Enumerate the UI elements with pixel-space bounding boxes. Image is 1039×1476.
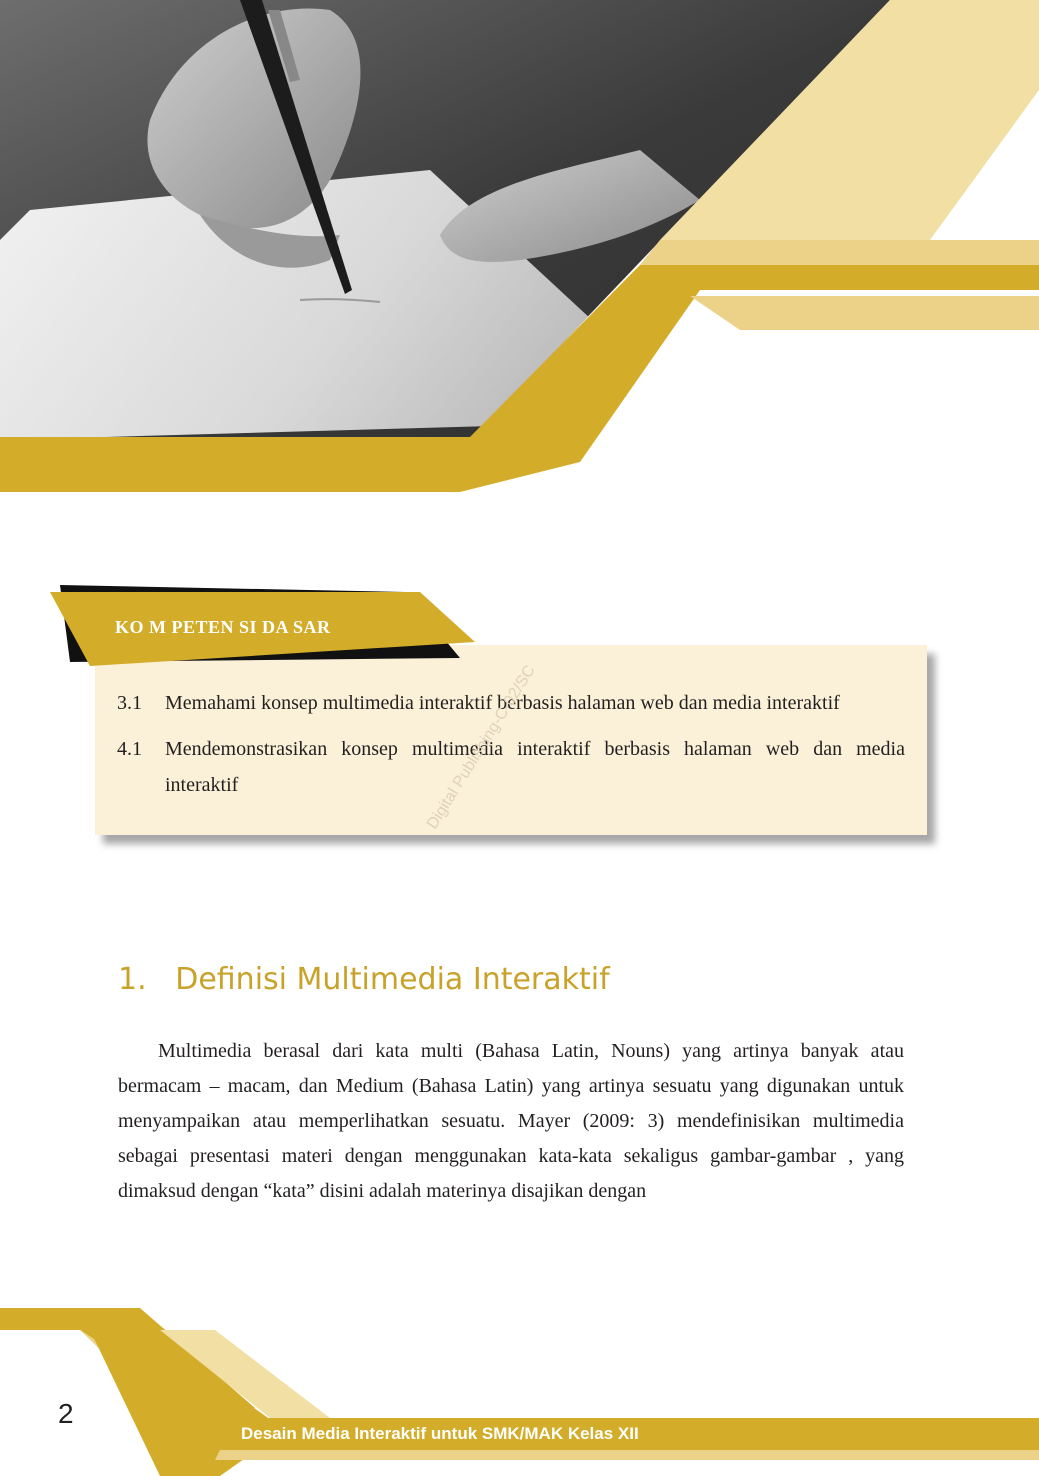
footer-decoration: [0, 1300, 1039, 1476]
kompetensi-heading: KO M PETEN SI DA SAR: [115, 617, 331, 637]
kompetensi-item-number: 4.1: [117, 738, 142, 760]
kompetensi-item-text: Mendemonstrasikan konsep multimedia interaktif berbasis halaman web dan media interaktif: [165, 738, 905, 796]
section-heading: 1. Definisi Multimedia Interaktif: [118, 962, 610, 997]
kompetensi-item-number: 3.1: [117, 692, 142, 714]
header-photo: [0, 0, 1039, 500]
body-paragraph: Multimedia berasal dari kata multi (Bahasa Latin, Nouns) yang artinya banyak atau bermacam – macam, dan Medium (Bahasa Latin) yang artinya sesuatu yang digunakan untuk menyampaikan atau memperlihatkan sesuatu. Mayer (2009: 3) mendefinisikan multimedia sebagai presentasi materi dengan menggunakan kata-kata sekaligus gambar-gambar , yang dimaksud dengan “kata” disini adalah materinya disajikan dengan: [118, 1040, 904, 1202]
kompetensi-item-text: Memahami konsep multimedia interaktif berbasis halaman web dan media interaktif: [165, 692, 840, 714]
watermark: [395, 640, 695, 840]
watermark-text: Digital Publishing-C-02/SC: [423, 662, 539, 833]
page-number: 2: [58, 1398, 74, 1429]
footer-book-title: Desain Media Interaktif untuk SMK/MAK Kelas XII: [241, 1424, 639, 1443]
